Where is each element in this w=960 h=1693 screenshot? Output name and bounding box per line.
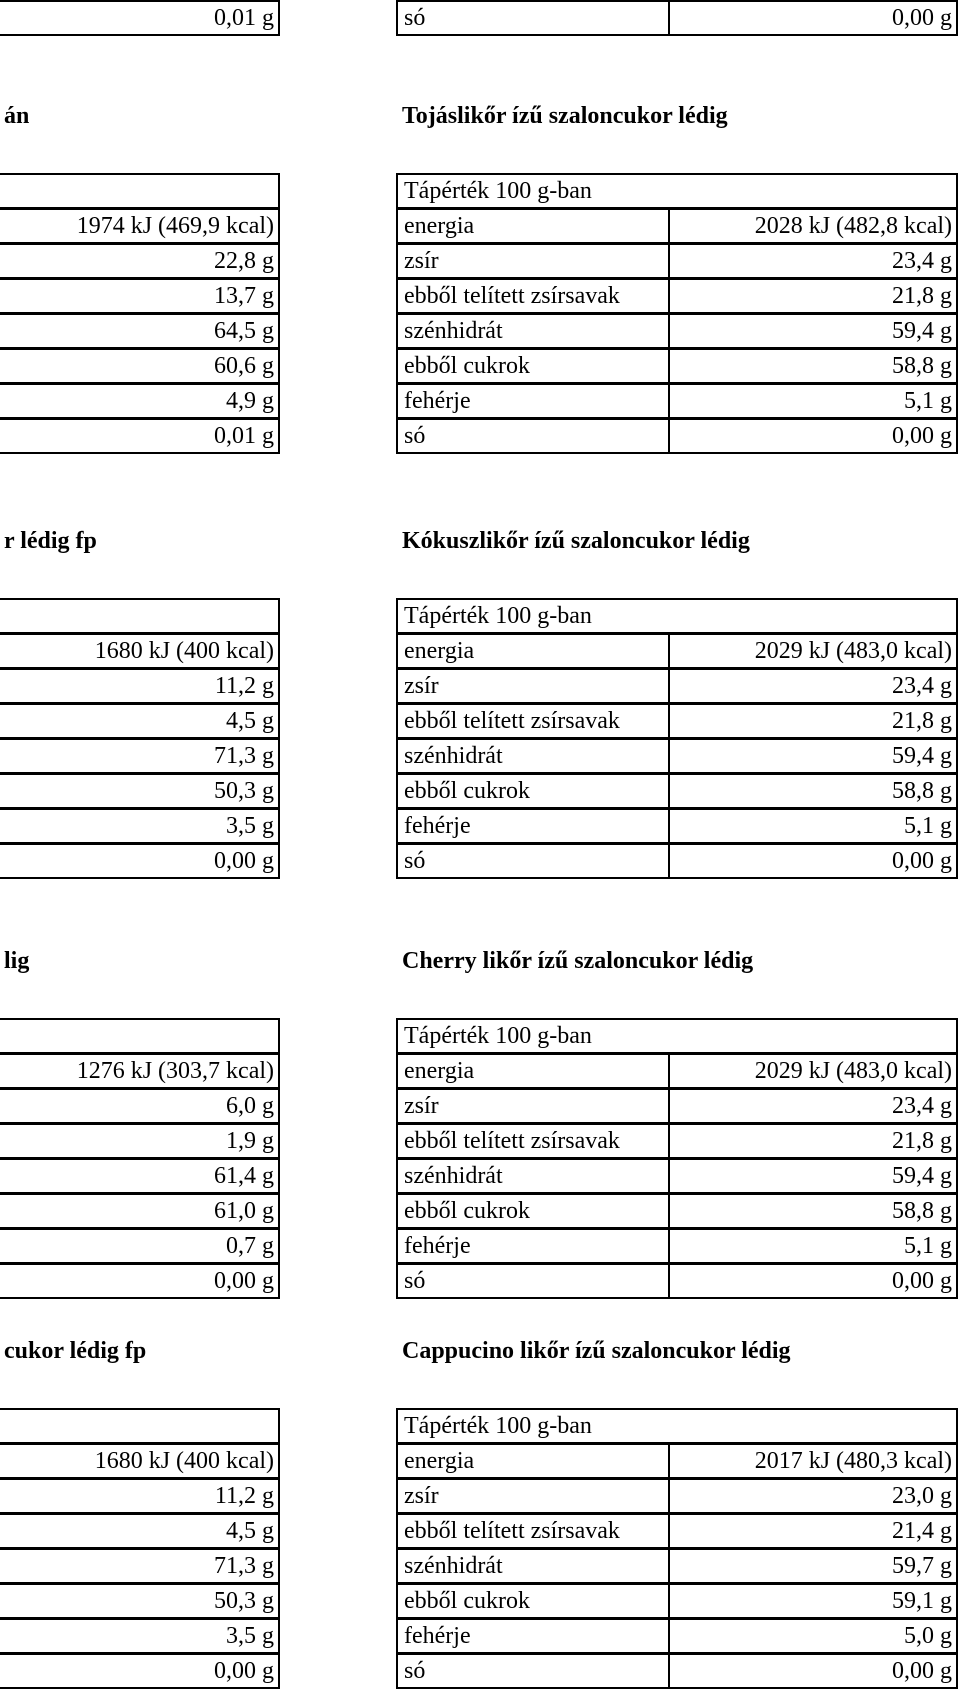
left-value-sugars: 50,3 g (0, 1583, 280, 1619)
right-value-energy: 2029 kJ (483,0 kcal) (668, 633, 958, 669)
left-value-energy: 1680 kJ (400 kcal) (0, 633, 280, 669)
right-value-saturated: 21,8 g (668, 1123, 958, 1159)
left-value-energy: 1680 kJ (400 kcal) (0, 1443, 280, 1479)
left-value-energy: 1276 kJ (303,7 kcal) (0, 1053, 280, 1089)
right-value-energy: 2028 kJ (482,8 kcal) (668, 208, 958, 244)
section-title: Tojáslikőr ízű szaloncukor lédig (402, 103, 728, 129)
header-left-empty-cell (0, 173, 280, 209)
right-value-salt: 0,00 g (668, 1653, 958, 1689)
label-carbohydrate: szénhidrát (396, 1158, 670, 1194)
label-protein: fehérje (396, 383, 670, 419)
right-value-saturated: 21,4 g (668, 1513, 958, 1549)
label-saturated: ebből telített zsírsavak (396, 703, 670, 739)
label-fat: zsír (396, 1088, 670, 1124)
right-value-carbohydrate: 59,7 g (668, 1548, 958, 1584)
left-value-fat: 11,2 g (0, 668, 280, 704)
header-left-empty-cell (0, 1018, 280, 1054)
left-value-saturated: 13,7 g (0, 278, 280, 314)
left-value-protein: 3,5 g (0, 1618, 280, 1654)
left-value-saturated: 4,5 g (0, 703, 280, 739)
left-value-sugars: 50,3 g (0, 773, 280, 809)
label-saturated: ebből telített zsírsavak (396, 278, 670, 314)
right-value-sugars: 58,8 g (668, 348, 958, 384)
section-title: Cherry likőr ízű szaloncukor lédig (402, 948, 754, 974)
right-value-sugars: 58,8 g (668, 773, 958, 809)
label-salt: só (396, 1263, 670, 1299)
nutrition-header: Tápérték 100 g-ban (396, 1408, 958, 1444)
section-left-title: r lédig fp (4, 528, 97, 554)
label-saturated: ebből telített zsírsavak (396, 1123, 670, 1159)
label-carbohydrate: szénhidrát (396, 1548, 670, 1584)
right-value-salt: 0,00 g (668, 843, 958, 879)
right-value-fat: 23,4 g (668, 1088, 958, 1124)
label-energy: energia (396, 633, 670, 669)
section-title: Kókuszlikőr ízű szaloncukor lédig (402, 528, 750, 554)
label-salt: só (396, 418, 670, 454)
top-left-value: 0,01 g (0, 0, 280, 36)
right-value-protein: 5,1 g (668, 383, 958, 419)
label-energy: energia (396, 1053, 670, 1089)
top-label: só (396, 0, 670, 36)
left-value-saturated: 4,5 g (0, 1513, 280, 1549)
left-value-carbohydrate: 64,5 g (0, 313, 280, 349)
left-value-fat: 6,0 g (0, 1088, 280, 1124)
top-right-value: 0,00 g (668, 0, 958, 36)
right-value-salt: 0,00 g (668, 1263, 958, 1299)
label-carbohydrate: szénhidrát (396, 738, 670, 774)
label-protein: fehérje (396, 1618, 670, 1654)
right-value-carbohydrate: 59,4 g (668, 1158, 958, 1194)
header-left-empty-cell (0, 1408, 280, 1444)
right-value-fat: 23,4 g (668, 668, 958, 704)
left-value-salt: 0,00 g (0, 1263, 280, 1299)
right-value-protein: 5,1 g (668, 1228, 958, 1264)
label-protein: fehérje (396, 808, 670, 844)
label-saturated: ebből telített zsírsavak (396, 1513, 670, 1549)
left-value-sugars: 60,6 g (0, 348, 280, 384)
label-carbohydrate: szénhidrát (396, 313, 670, 349)
left-value-fat: 22,8 g (0, 243, 280, 279)
right-value-carbohydrate: 59,4 g (668, 738, 958, 774)
right-value-sugars: 59,1 g (668, 1583, 958, 1619)
right-value-protein: 5,0 g (668, 1618, 958, 1654)
left-value-carbohydrate: 71,3 g (0, 738, 280, 774)
left-value-sugars: 61,0 g (0, 1193, 280, 1229)
right-value-fat: 23,0 g (668, 1478, 958, 1514)
right-value-carbohydrate: 59,4 g (668, 313, 958, 349)
right-value-fat: 23,4 g (668, 243, 958, 279)
section-left-title: án (4, 103, 30, 129)
label-energy: energia (396, 208, 670, 244)
right-value-salt: 0,00 g (668, 418, 958, 454)
right-value-saturated: 21,8 g (668, 703, 958, 739)
left-value-energy: 1974 kJ (469,9 kcal) (0, 208, 280, 244)
label-protein: fehérje (396, 1228, 670, 1264)
label-fat: zsír (396, 243, 670, 279)
section-left-title: lig (4, 948, 30, 974)
header-left-empty-cell (0, 598, 280, 634)
left-value-protein: 3,5 g (0, 808, 280, 844)
label-sugars: ebből cukrok (396, 1193, 670, 1229)
label-salt: só (396, 843, 670, 879)
left-value-fat: 11,2 g (0, 1478, 280, 1514)
right-value-energy: 2029 kJ (483,0 kcal) (668, 1053, 958, 1089)
left-value-protein: 0,7 g (0, 1228, 280, 1264)
left-value-carbohydrate: 61,4 g (0, 1158, 280, 1194)
left-value-protein: 4,9 g (0, 383, 280, 419)
label-fat: zsír (396, 668, 670, 704)
right-value-energy: 2017 kJ (480,3 kcal) (668, 1443, 958, 1479)
label-sugars: ebből cukrok (396, 773, 670, 809)
section-left-title: cukor lédig fp (4, 1338, 147, 1364)
left-value-salt: 0,01 g (0, 418, 280, 454)
nutrition-header: Tápérték 100 g-ban (396, 598, 958, 634)
left-value-carbohydrate: 71,3 g (0, 1548, 280, 1584)
label-sugars: ebből cukrok (396, 1583, 670, 1619)
label-energy: energia (396, 1443, 670, 1479)
right-value-protein: 5,1 g (668, 808, 958, 844)
left-value-salt: 0,00 g (0, 843, 280, 879)
section-title: Cappucino likőr ízű szaloncukor lédig (402, 1338, 791, 1364)
right-value-sugars: 58,8 g (668, 1193, 958, 1229)
left-value-saturated: 1,9 g (0, 1123, 280, 1159)
nutrition-header: Tápérték 100 g-ban (396, 1018, 958, 1054)
label-sugars: ebből cukrok (396, 348, 670, 384)
left-value-salt: 0,00 g (0, 1653, 280, 1689)
label-salt: só (396, 1653, 670, 1689)
nutrition-header: Tápérték 100 g-ban (396, 173, 958, 209)
label-fat: zsír (396, 1478, 670, 1514)
right-value-saturated: 21,8 g (668, 278, 958, 314)
